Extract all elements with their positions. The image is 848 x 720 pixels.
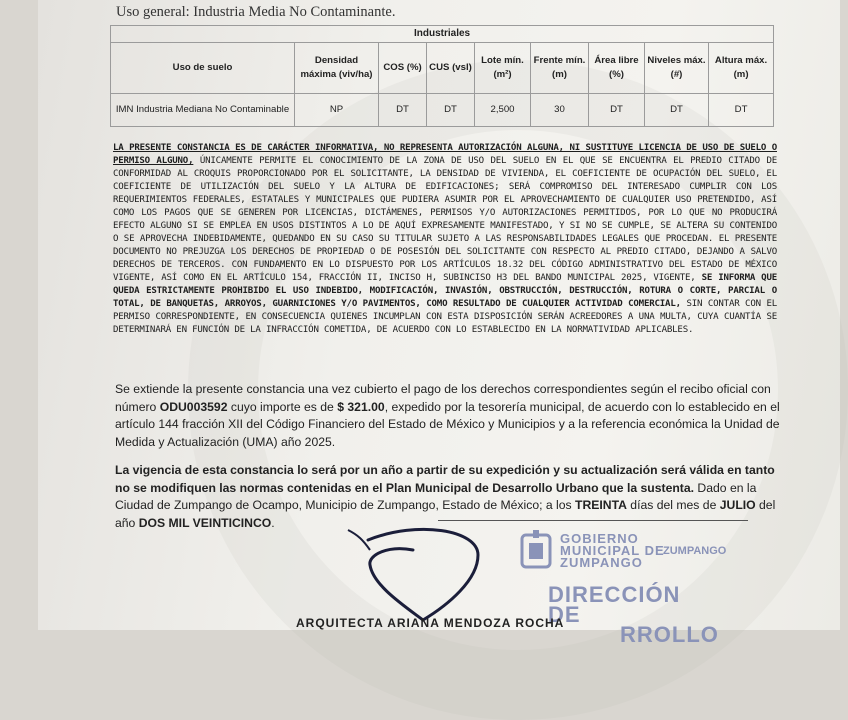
col-header: Niveles máx. (#) <box>645 43 709 94</box>
seal-line: MUNICIPAL DE <box>560 543 665 558</box>
legal-text-b: SIN CONTAR CON EL PERMISO CORRESPONDIENTE, EN CONSECUENCIA QUIENES INCUMPLAN CON ESTA DISPOSICIÓN SERÁN ACREEDORES A UNA MULTA, CUYA CUANTÍA SE DETERMINARÁ EN FUNCIÓN DE LA INFRACCIÓN COMETIDA, DE ACUERDO CON LO ESTABLECIDO EN LA NORMATIVIDAD APLICABLES. <box>113 299 777 335</box>
signatory-name: ARQUITECTA ARIANA MENDOZA ROCHA <box>296 616 565 630</box>
validity-text: del año <box>115 498 776 530</box>
legal-underlined: LA PRESENTE CONSTANCIA ES DE CARÁCTER INFORMATIVA, NO REPRESENTA AUTORIZACIÓN ALGUNA, NI SUSTITUYE LICENCIA DE USO DE SUELO O PERMISO ALGUNO, <box>113 143 777 166</box>
land-use-heading: Uso general: Industria Media No Contaminante. <box>116 4 396 20</box>
col-header: Lote mín. (m²) <box>475 43 531 94</box>
validity-text: . <box>271 515 275 530</box>
seal-text <box>560 533 665 569</box>
handwritten-signature <box>328 510 558 630</box>
seal-dept-line: DIRECCIÓN DE <box>548 582 681 627</box>
table-row <box>111 94 774 127</box>
legal-bold: SE INFORMA QUE QUEDA ESTRICTAMENTE PROHIBIDO EL USO INDEBIDO, MODIFICACIÓN, INVASIÓN, OBSTRUCCIÓN, DESTRUCCIÓN, ROTURA O CORTE, PARCIAL O TOTAL, DE BANQUETAS, ARROYOS, GUARNICIONES Y/O PAVIMENTOS, COMO RESULTADO DE CUALQUIER ACTIVIDAD COMERCIAL, <box>113 273 777 309</box>
validity-text: días del mes de <box>626 498 720 513</box>
col-header: Altura máx. (m) <box>709 43 774 94</box>
validity-day: TREINTA <box>575 498 627 513</box>
col-header: COS (%) <box>379 43 427 94</box>
col-header: Área libre (%) <box>589 43 645 94</box>
payment-text: Se extiende la presente constancia una vez cubierto el pago de los derechos correspondientes según el recibo oficial con número <box>115 382 771 414</box>
col-header: Densidad máxima (viv/ha) <box>295 43 379 94</box>
col-header: CUS (vsl) <box>427 43 475 94</box>
payment-paragraph <box>115 381 785 451</box>
table-cell: DT <box>589 94 645 127</box>
legal-notice <box>113 142 777 337</box>
seal-brand: ZUMPANGO <box>663 545 727 557</box>
table-group-title: Industriales <box>111 26 774 43</box>
legal-text-a: ÚNICAMENTE PERMITE EL CONOCIMIENTO DE LA ZONA DE USO DEL SUELO EN EL QUE SE ENCUENTRA EL PREDIO CITADO DE CONFORMIDAD AL CROQUIS PROPORCIONADO POR EL SOLICITANTE, LA DENSIDAD DE VIVIENDA, EL COEFICIENTE DE OCUPACIÓN DEL SUELO, EL COEFICIENTE DE UTILIZACIÓN DEL SUELO Y LA ALTURA DE EDIFICACIONES; SERÁ COMPROMISO DEL INTERESADO CUMPLIR CON LOS REQUERIMIENTOS FEDERALES, ESTATALES Y MUNICIPALES QUE PUDIERA ASUMIR POR EL APROVECHAMIENTO DE CUALQUIER USO PRETENDIDO, ASÍ COMO LOS PAGOS QUE SE GENEREN POR LICENCIAS, DICTÁMENES, PERMISOS Y/O AUTORIZACIONES PERMITIDOS, POR LO QUE NO PRODUCIRÁ EFECTO ALGUNO SI SE EMPLEA EN USOS DISTINTOS A LO DE AQUÍ EXPRESAMENTE MANIFESTADO, Y SI NO SE CUMPLE, SE ALTERA SU CONTENIDO O SE APROVECHA INDEBIDAMENTE, QUEDANDO EN SU CASO SU TITULAR SUJETO A LAS RESPONSABILIDADES LEGALES QUE PROCEDAN. EL PRESENTE DOCUMENTO NO PREJUZGA LOS DERECHOS DE PROPIEDAD O DE POSESIÓN DEL SOLICITANTE CON RESPECTO AL PREDIO CITADO, DEJANDO A SALVO DERECHOS DE TERCEROS. CON FUNDAMENTO EN LO DISPUESTO POR LOS ARTÍCULOS 18.32 DEL CÓDIGO ADMINISTRATIVO DEL ESTADO DE MÉXICO VIGENTE, ASÍ COMO EN EL ARTÍCULO 154, FRACCIÓN II, INCISO H, SUBINCISO H3 DEL BANDO MUNICIPAL 2025, VIGENTE, <box>113 156 778 283</box>
seal-department <box>548 582 719 647</box>
document-page <box>38 0 840 647</box>
table-cell: DT <box>379 94 427 127</box>
table-cell: NP <box>295 94 379 127</box>
validity-text: Dado en la Ciudad de Zumpango de Ocampo, Municipio de Zumpango, Estado de México; a los <box>115 480 757 513</box>
table-cell: DT <box>645 94 709 127</box>
seal-line: GOBIERNO <box>560 531 639 546</box>
table-cell: DT <box>709 94 774 127</box>
validity-year: DOS MIL VEINTICINCO <box>138 515 272 530</box>
col-header: Frente mín. (m) <box>531 43 589 94</box>
seal-line: ZUMPANGO <box>560 555 643 570</box>
payment-text: cuyo importe es de <box>227 399 338 414</box>
table-cell: IMN Industria Mediana No Contaminable <box>111 94 295 127</box>
seal-dept-line: RROLLO <box>620 622 719 647</box>
table-cell: 2,500 <box>475 94 531 127</box>
table-cell: 30 <box>531 94 589 127</box>
industrial-table <box>110 25 774 127</box>
validity-month: JULIO <box>719 498 756 513</box>
payment-text: , expedido por la tesorería municipal, de acuerdo con lo establecido en el artículo 144 fracción XII del Código Financiero del Estado de México y Municipios y a la referencia económica la Unidad de Medida y Actualización (UMA) año 2025. <box>115 399 780 449</box>
receipt-number: ODU003592 <box>159 399 228 414</box>
payment-amount: $ 321.00 <box>337 399 385 414</box>
col-header: Uso de suelo <box>111 43 295 94</box>
validity-bold: La vigencia de esta constancia lo será por un año a partir de su expedición y su actualización será válida en tanto no se modifiquen las normas contenidas en el Plan Municipal de Desarrollo Urbano que la sustenta. <box>115 463 775 495</box>
table-cell: DT <box>427 94 475 127</box>
